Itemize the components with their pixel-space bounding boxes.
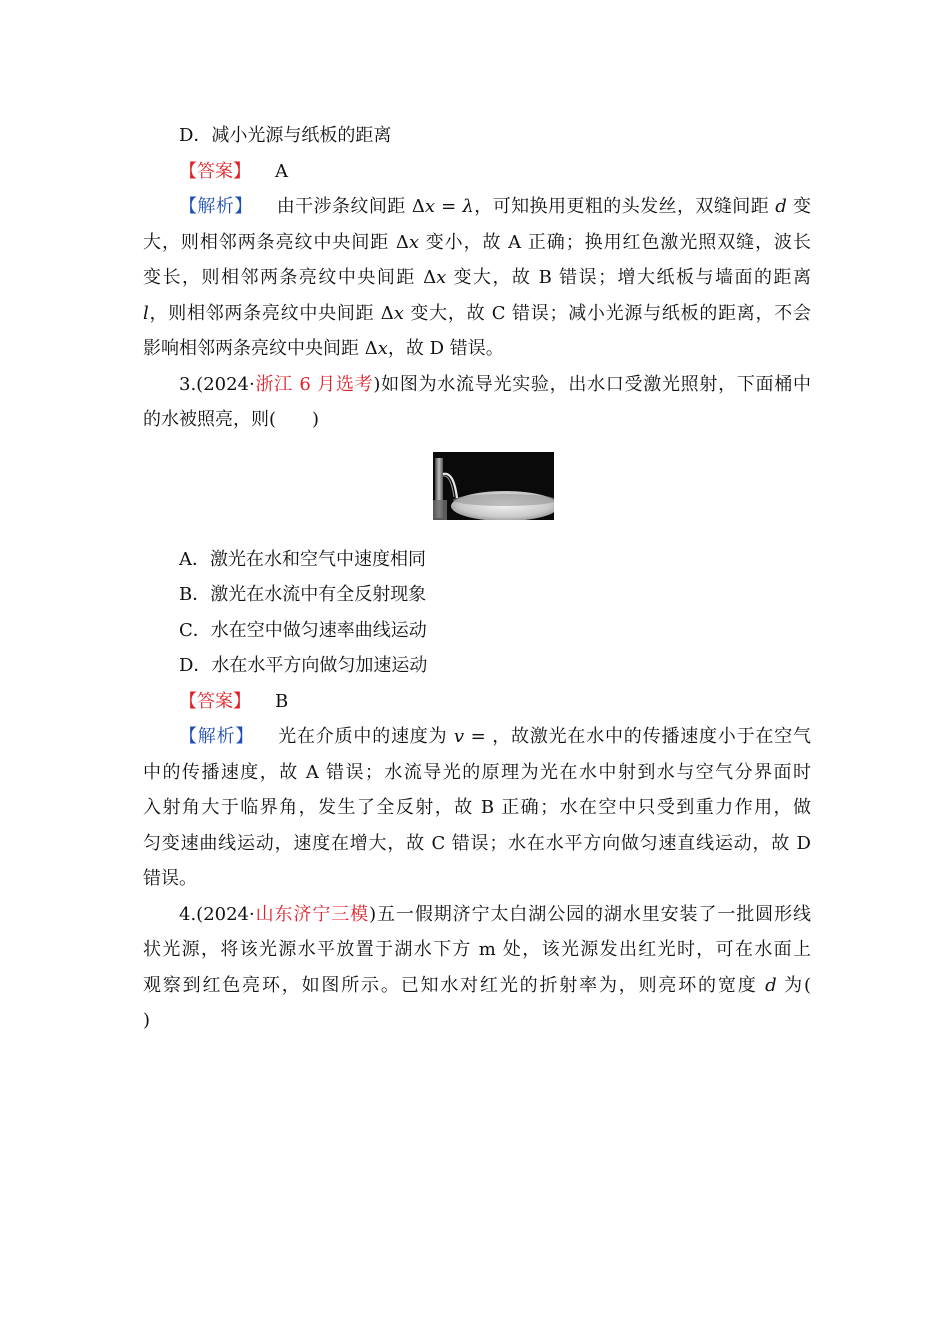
q2-analysis-text: ，则相邻两条亮纹中央间距 Δ	[148, 302, 394, 324]
q2-analysis-text: 变长，则相邻两条亮纹中央间距 Δ	[143, 267, 437, 288]
q3-analysis-tag: 【解析】	[179, 726, 255, 747]
q2-analysis-line-1	[143, 189, 811, 225]
q2-analysis-line-4	[143, 296, 811, 332]
q3-option-d: D．水在水平方向做匀加速运动	[179, 655, 428, 676]
q4-stem-text: )五一假期济宁太白湖公园的湖水里安装了一批圆形线	[369, 903, 811, 925]
q3-analysis-text: = ，故激光在水中的传播速度小于在空气	[464, 726, 811, 747]
q2-analysis-tag: 【解析】	[179, 196, 253, 217]
q2-analysis-text: 由干涉条纹间距 Δ	[276, 196, 425, 217]
q3-answer	[143, 684, 811, 720]
q4-stem-line-3	[143, 968, 811, 1004]
q2-analysis-var-x: x	[424, 196, 436, 217]
q2-analysis-text: ，故 D 错误。	[387, 338, 504, 359]
q2-analysis-text: ，可知换用更粗的头发丝，双缝间距	[473, 196, 776, 217]
q4-number: 4.(2024·	[179, 903, 255, 925]
q4-stem-line-4: )	[143, 1010, 151, 1031]
q2-answer-tag: 【答案】	[179, 160, 251, 182]
q2-analysis-line-2	[143, 225, 811, 261]
q2-analysis-var-l: l	[143, 302, 149, 324]
q2-analysis-line-5	[143, 331, 811, 367]
q3-stem-line-1	[143, 367, 811, 403]
q3-option-a: A．激光在水和空气中速度相同	[179, 548, 426, 570]
q3-source: 浙江 6 月选考	[254, 373, 374, 395]
q2-analysis-text: 变大，故 C 错误；减小光源与纸板的距离，不会	[403, 302, 811, 324]
q4-stem-text: 观察到红色亮环，如图所示。已知水对红光的折射率为，则亮环的宽度	[143, 974, 766, 996]
q3-analysis-var-v: v	[453, 726, 465, 747]
q3-analysis-line-3: 入射角大于临界角，发生了全反射，故 B 正确；水在空中只受到重力作用，做	[143, 797, 811, 818]
q4-stem-var-d: d	[765, 974, 777, 996]
q2-analysis-var-x: x	[408, 231, 420, 253]
q2-analysis-text: 变	[786, 196, 811, 217]
q2-analysis-text: =	[435, 196, 463, 217]
q2-analysis-var-lambda: λ	[462, 196, 474, 217]
q3-analysis-line-5: 错误。	[143, 868, 197, 889]
q4-source: 山东济宁三模	[254, 903, 370, 925]
q3-answer-value: B	[275, 690, 289, 712]
water-stream-illustration	[433, 452, 554, 520]
q3-analysis-line-4: 匀变速曲线运动，速度在增大，故 C 错误；水在水平方向做匀速直线运动，故 D	[143, 832, 811, 854]
q3-stem-line-2: 的水被照亮，则( )	[143, 409, 320, 430]
q2-analysis-text: 影响相邻两条亮纹中央间距 Δ	[143, 338, 378, 359]
water-light-guide-photo	[433, 452, 554, 520]
q2-answer-value: A	[275, 160, 288, 182]
q3-stem-text: )如图为水流导光实验，出水口受激光照射，下面桶中	[373, 373, 811, 395]
q2-analysis-text: 变小，故 A 正确；换用红色激光照双缝，波长	[419, 231, 811, 253]
q2-answer	[143, 154, 811, 190]
q2-analysis-var-x: x	[377, 338, 388, 359]
q2-analysis-var-x: x	[393, 302, 404, 324]
q3-answer-tag: 【答案】	[179, 690, 251, 712]
q3-figure	[143, 438, 811, 528]
q4-stem-text: 为(	[776, 974, 812, 996]
q3-number: 3.(2024·	[179, 373, 255, 395]
q3-option-b: B．激光在水流中有全反射现象	[179, 584, 427, 605]
q3-analysis-line-1	[143, 719, 811, 755]
q2-analysis-var-d: d	[775, 196, 787, 217]
q3-analysis-text: 光在介质中的速度为	[278, 726, 454, 747]
q4-stem-line-1	[143, 897, 811, 933]
q2-analysis-text: 变大，故 B 错误；增大纸板与墙面的距离	[446, 267, 811, 288]
q3-option-c: C．水在空中做匀速率曲线运动	[179, 619, 427, 641]
document-page	[143, 118, 811, 1039]
q2-analysis-text: 大，则相邻两条亮纹中央间距 Δ	[143, 231, 409, 253]
q2-option-d: D．减小光源与纸板的距离	[179, 125, 392, 146]
q4-stem-line-2: 状光源，将该光源水平放置于湖水下方 m 处，该光源发出红光时，可在水面上	[143, 939, 811, 960]
q2-analysis-var-x: x	[436, 267, 447, 288]
q2-analysis-line-3	[143, 260, 811, 296]
q3-analysis-line-2: 中的传播速度，故 A 错误；水流导光的原理为光在水中射到水与空气分界面时	[143, 761, 811, 783]
